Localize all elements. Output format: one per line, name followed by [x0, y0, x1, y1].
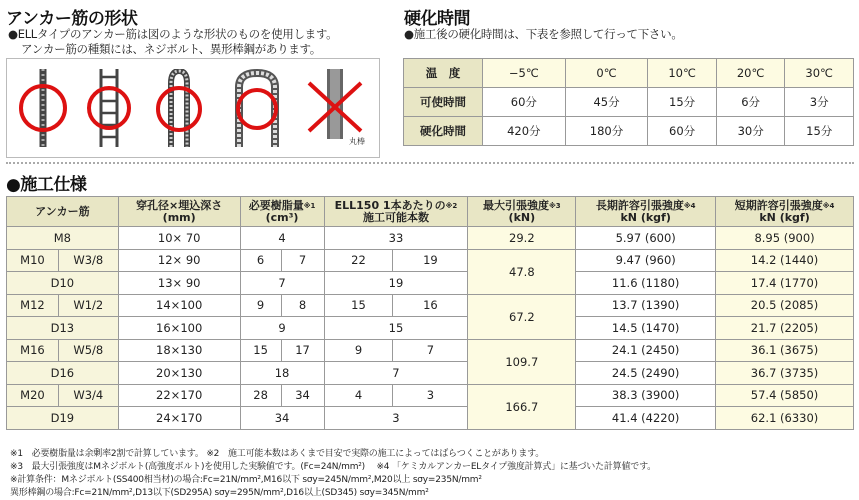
long-cell: 5.97 (600)	[576, 227, 716, 250]
short-cell: 62.1 (6330)	[716, 407, 854, 430]
anchor-sub-cell: W3/4	[58, 384, 118, 407]
hole-cell: 16×100	[118, 317, 240, 340]
max-cell: 109.7	[468, 339, 576, 384]
long-cell: 41.4 (4220)	[576, 407, 716, 430]
header-max-line1: 最大引張強度	[482, 198, 549, 212]
anchor-sub-cell: W1/2	[58, 294, 118, 317]
header-anchor: アンカー筋	[7, 197, 119, 227]
spec-header-row	[7, 197, 854, 227]
long-cell: 24.1 (2450)	[576, 339, 716, 362]
count-cell: 33	[324, 227, 468, 250]
anchor-cell: M12	[7, 294, 59, 317]
hardening-table	[403, 58, 854, 146]
count-cell: 7	[393, 339, 468, 362]
resin-cell: 4	[240, 227, 324, 250]
max-cell: 29.2	[468, 227, 576, 250]
count-cell: 19	[324, 272, 468, 295]
hardening-cure-row	[404, 117, 854, 146]
usable-time-cell: 45分	[565, 88, 648, 117]
short-cell: 14.2 (1440)	[716, 249, 854, 272]
short-cell: 21.7 (2205)	[716, 317, 854, 340]
anchor-sub-cell: W5/8	[58, 339, 118, 362]
cure-time-cell: 180分	[565, 117, 648, 146]
hardening-title: 硬化時間	[404, 9, 470, 29]
resin-cell: 9	[240, 294, 281, 317]
footnote-3: ※計算条件：Mネジボルト(SS400相当材)の場合:Fc=21N/mm²,M16以下 sσy=245N/mm²,M20以上 sσy=235N/mm²	[10, 475, 482, 485]
ring-hook-icon	[15, 69, 71, 147]
usable-time-cell: 3分	[785, 88, 854, 117]
long-cell: 11.6 (1180)	[576, 272, 716, 295]
footnote-4: 異形棒鋼の場合:Fc=21N/mm²,D13以下(SD295A) sσy=295N/mm²,D16以上(SD345) sσy=345N/mm²	[10, 488, 429, 498]
hole-cell: 10× 70	[118, 227, 240, 250]
count-cell: 3	[324, 407, 468, 430]
long-cell: 38.3 (3900)	[576, 384, 716, 407]
cure-time-cell: 15分	[785, 117, 854, 146]
resin-cell: 28	[240, 384, 281, 407]
header-max-line2: (kN)	[508, 210, 536, 224]
hole-cell: 22×170	[118, 384, 240, 407]
count-cell: 16	[393, 294, 468, 317]
table-row	[7, 249, 854, 272]
long-cell: 14.5 (1470)	[576, 317, 716, 340]
header-count-line2: 施工可能本数	[362, 210, 429, 224]
max-cell: 67.2	[468, 294, 576, 339]
header-long	[576, 197, 716, 227]
resin-cell: 17	[281, 339, 324, 362]
header-long-line2: kN (kgf)	[620, 210, 671, 224]
round-bar-label: 丸棒	[349, 137, 365, 146]
resin-cell: 18	[240, 362, 324, 385]
long-cell: 13.7 (1390)	[576, 294, 716, 317]
cure-time-cell: 30分	[716, 117, 785, 146]
count-cell: 9	[324, 339, 393, 362]
resin-cell: 6	[240, 249, 281, 272]
table-row	[7, 384, 854, 407]
resin-cell: 15	[240, 339, 281, 362]
temp-cell: 30℃	[785, 59, 854, 88]
anchor-cell: D13	[7, 317, 119, 340]
count-cell: 3	[393, 384, 468, 407]
header-resin-sup: ※1	[303, 201, 316, 210]
anchor-sub-cell: W3/8	[58, 249, 118, 272]
hardening-temp-row	[404, 59, 854, 88]
cure-time-label: 硬化時間	[404, 117, 483, 146]
usable-time-cell: 15分	[648, 88, 717, 117]
count-cell: 15	[324, 294, 393, 317]
anchor-cell: D16	[7, 362, 119, 385]
max-cell: 166.7	[468, 384, 576, 429]
table-row	[7, 407, 854, 430]
header-short-line2: kN (kgf)	[759, 210, 810, 224]
section-divider	[6, 162, 854, 164]
anchor-cell: M10	[7, 249, 59, 272]
usable-time-cell: 6分	[716, 88, 785, 117]
header-long-sup: ※4	[683, 201, 696, 210]
short-cell: 36.1 (3675)	[716, 339, 854, 362]
ladder-bar-icon	[81, 69, 137, 147]
header-short-sup: ※4	[822, 201, 835, 210]
header-hole	[118, 197, 240, 227]
short-cell: 8.95 (900)	[716, 227, 854, 250]
anchor-cell: D10	[7, 272, 119, 295]
footnote-1: ※1 必要樹脂量は余剰率2割で計算しています。 ※2 施工可能本数はあくまで目安で実際の施工によってはばらつくことがあります。	[10, 449, 544, 459]
deformed-bar-icon	[229, 69, 285, 147]
anchor-shape-note-2: アンカー筋の種類には、ネジボルト、異形棒鋼があります。	[21, 42, 321, 56]
header-count-sup: ※2	[445, 201, 458, 210]
short-cell: 17.4 (1770)	[716, 272, 854, 295]
resin-cell: 34	[240, 407, 324, 430]
header-resin-line2: (cm³)	[265, 210, 299, 224]
resin-cell: 8	[281, 294, 324, 317]
spec-table	[6, 196, 854, 430]
temp-cell: −5℃	[483, 59, 566, 88]
hole-cell: 20×130	[118, 362, 240, 385]
header-short-line1: 短期許容引張強度	[734, 198, 823, 212]
cure-time-cell: 60分	[648, 117, 717, 146]
resin-cell: 7	[240, 272, 324, 295]
table-row	[7, 294, 854, 317]
temp-cell: 10℃	[648, 59, 717, 88]
count-cell: 22	[324, 249, 393, 272]
header-resin-line1: 必要樹脂量	[248, 198, 304, 212]
long-cell: 24.5 (2490)	[576, 362, 716, 385]
hardening-temp-label: 温 度	[404, 59, 483, 88]
header-short	[716, 197, 854, 227]
cure-time-cell: 420分	[483, 117, 566, 146]
hole-cell: 18×130	[118, 339, 240, 362]
usable-time-cell: 60分	[483, 88, 566, 117]
spec-title: ●施工仕様	[6, 175, 87, 195]
hole-cell: 13× 90	[118, 272, 240, 295]
anchor-shape-note-1: ●ELLタイプのアンカー筋は図のような形状のものを使用します。	[8, 27, 338, 41]
anchor-cell: M8	[7, 227, 119, 250]
hole-cell: 24×170	[118, 407, 240, 430]
header-max-sup: ※3	[548, 201, 561, 210]
hole-cell: 14×100	[118, 294, 240, 317]
resin-cell: 34	[281, 384, 324, 407]
header-count	[324, 197, 468, 227]
short-cell: 36.7 (3735)	[716, 362, 854, 385]
hardening-usable-row	[404, 88, 854, 117]
footnote-2: ※3 最大引張強度はMネジボルト(高強度ボルト)を使用した実験値です。(Fc=24N/mm²) ※4 「ケミカルアンカーELタイプ強度計算式」に基づいた計算値です。	[10, 462, 656, 472]
header-resin	[240, 197, 324, 227]
round-bar-prohibited-icon	[305, 69, 365, 147]
header-max	[468, 197, 576, 227]
header-long-line1: 長期許容引張強度	[595, 198, 684, 212]
anchor-cell: D19	[7, 407, 119, 430]
threaded-bar-icon	[151, 69, 207, 147]
resin-cell: 9	[240, 317, 324, 340]
anchor-cell: M20	[7, 384, 59, 407]
short-cell: 20.5 (2085)	[716, 294, 854, 317]
usable-time-label: 可使時間	[404, 88, 483, 117]
count-cell: 7	[324, 362, 468, 385]
temp-cell: 20℃	[716, 59, 785, 88]
header-count-line1: ELL150 1本あたりの	[334, 198, 446, 212]
anchor-shape-figure	[6, 58, 380, 158]
count-cell: 4	[324, 384, 393, 407]
anchor-cell: M16	[7, 339, 59, 362]
hardening-note: ●施工後の硬化時間は、下表を参照して行って下さい。	[404, 27, 683, 41]
resin-cell: 7	[281, 249, 324, 272]
table-row	[7, 227, 854, 250]
table-row	[7, 339, 854, 362]
header-hole-line1: 穿孔径×埋込深さ	[136, 198, 223, 212]
short-cell: 57.4 (5850)	[716, 384, 854, 407]
table-row	[7, 317, 854, 340]
table-row	[7, 272, 854, 295]
anchor-shape-title: アンカー筋の形状	[6, 9, 138, 29]
max-cell: 47.8	[468, 249, 576, 294]
header-hole-line2: (mm)	[162, 210, 196, 224]
table-row	[7, 362, 854, 385]
hole-cell: 12× 90	[118, 249, 240, 272]
temp-cell: 0℃	[565, 59, 648, 88]
count-cell: 19	[393, 249, 468, 272]
count-cell: 15	[324, 317, 468, 340]
long-cell: 9.47 (960)	[576, 249, 716, 272]
